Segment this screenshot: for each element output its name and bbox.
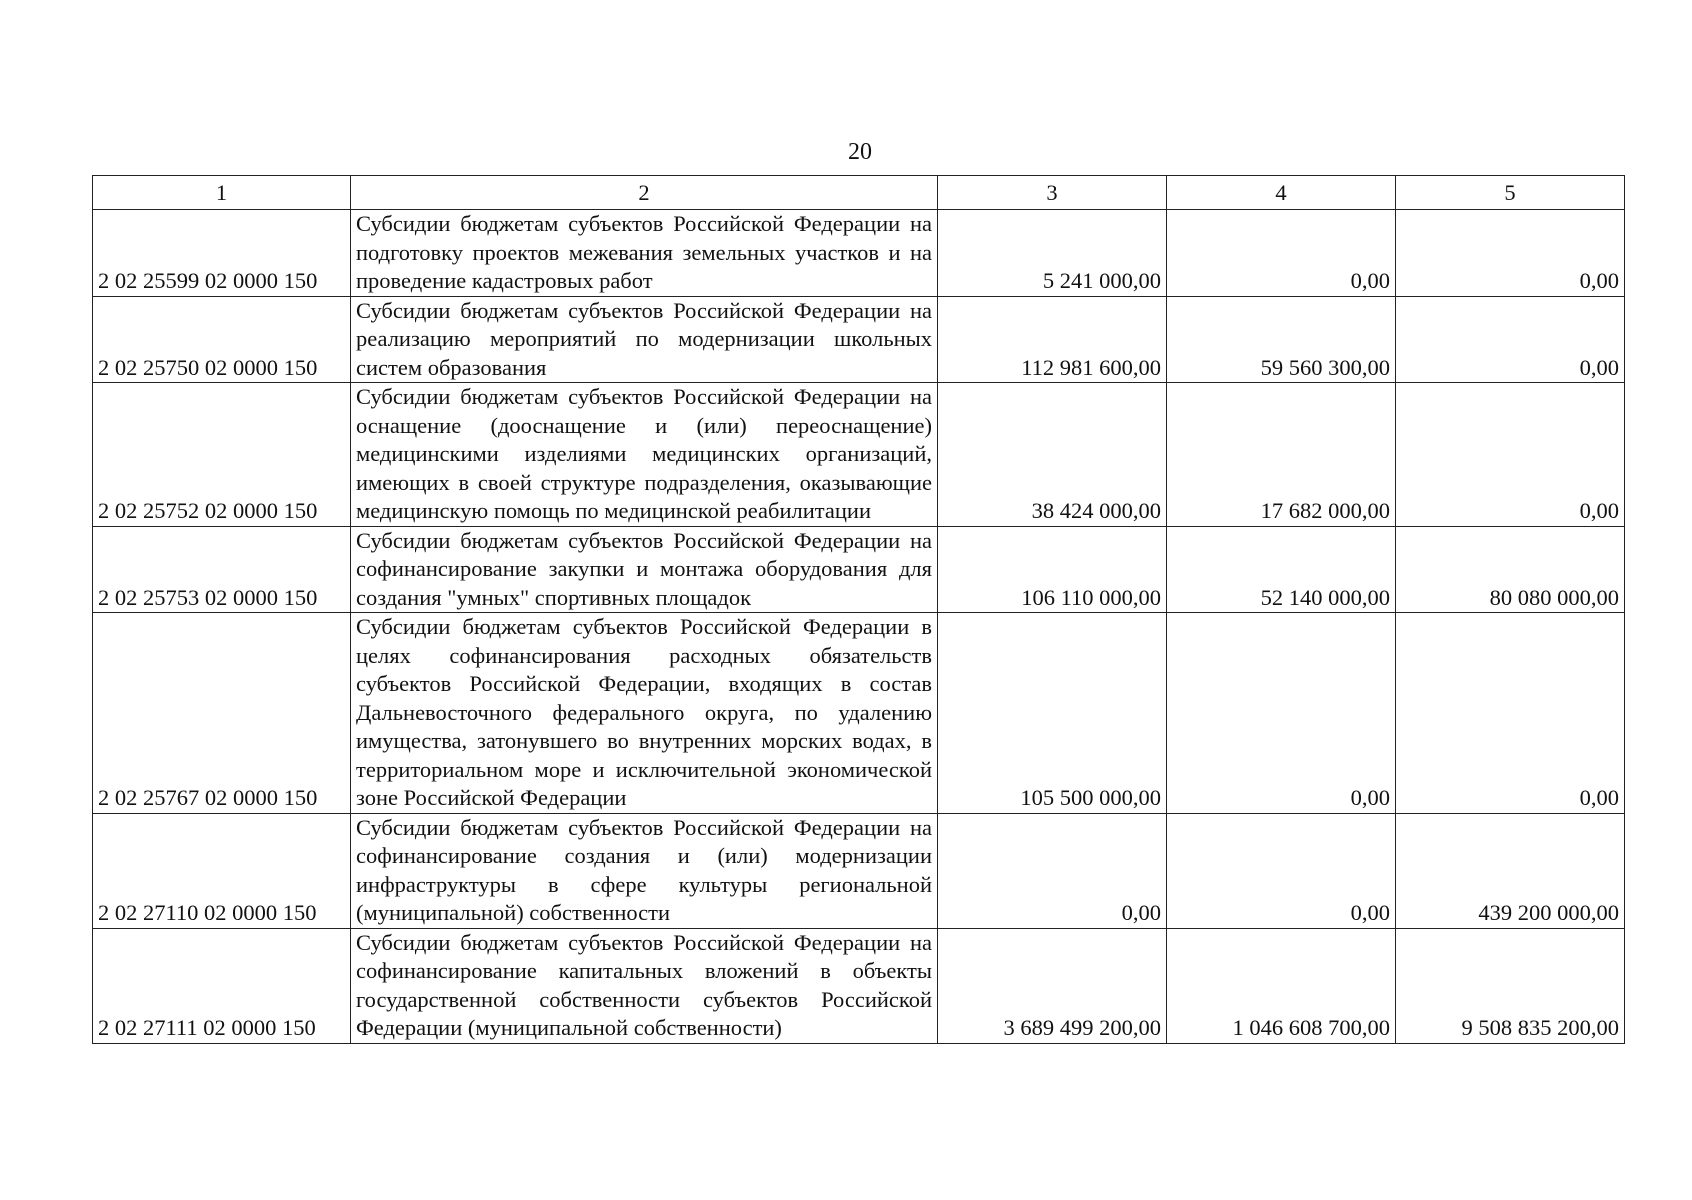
amount-col3: 5 241 000,00 [938, 210, 1167, 297]
table-row [93, 526, 1625, 613]
table-row [93, 296, 1625, 383]
budget-code: 2 02 25753 02 0000 150 [93, 526, 351, 613]
budget-code: 2 02 27110 02 0000 150 [93, 813, 351, 928]
table-row [93, 813, 1625, 928]
budget-code: 2 02 25767 02 0000 150 [93, 613, 351, 814]
amount-col5: 80 080 000,00 [1396, 526, 1625, 613]
amount-col3: 0,00 [938, 813, 1167, 928]
amount-col3: 106 110 000,00 [938, 526, 1167, 613]
amount-col4: 1 046 608 700,00 [1167, 928, 1396, 1043]
column-header-1: 1 [93, 176, 351, 210]
budget-code: 2 02 25752 02 0000 150 [93, 383, 351, 527]
row-description: Субсидии бюджетам субъектов Российской Федерации на софинансирование капитальных вложений в объекты государственной собственности субъектов Российской Федерации (муниципальной собственности) [351, 928, 938, 1043]
amount-col5: 0,00 [1396, 296, 1625, 383]
row-description: Субсидии бюджетам субъектов Российской Федерации на софинансирование создания и (или) модернизации инфраструктуры в сфере культуры региональной (муниципальной) собственности [351, 813, 938, 928]
amount-col3: 105 500 000,00 [938, 613, 1167, 814]
column-header-4: 4 [1167, 176, 1396, 210]
amount-col4: 17 682 000,00 [1167, 383, 1396, 527]
budget-code: 2 02 25599 02 0000 150 [93, 210, 351, 297]
amount-col5: 0,00 [1396, 613, 1625, 814]
row-description: Субсидии бюджетам субъектов Российской Федерации в целях софинансирования расходных обязательств субъектов Российской Федерации, входящих в состав Дальневосточного федерального округа, по удалению имущества, затонувшего во внутренних морских водах, в территориальном море и исключительной экономической зоне Российской Федерации [351, 613, 938, 814]
table-row [93, 383, 1625, 527]
column-header-3: 3 [938, 176, 1167, 210]
budget-code: 2 02 27111 02 0000 150 [93, 928, 351, 1043]
amount-col5: 439 200 000,00 [1396, 813, 1625, 928]
column-header-2: 2 [351, 176, 938, 210]
amount-col3: 38 424 000,00 [938, 383, 1167, 527]
row-description: Субсидии бюджетам субъектов Российской Федерации на реализацию мероприятий по модернизации школьных систем образования [351, 296, 938, 383]
amount-col4: 0,00 [1167, 613, 1396, 814]
row-description: Субсидии бюджетам субъектов Российской Федерации на софинансирование закупки и монтажа оборудования для создания "умных" спортивных площадок [351, 526, 938, 613]
amount-col4: 0,00 [1167, 813, 1396, 928]
amount-col5: 0,00 [1396, 383, 1625, 527]
table-row [93, 928, 1625, 1043]
amount-col4: 59 560 300,00 [1167, 296, 1396, 383]
row-description: Субсидии бюджетам субъектов Российской Федерации на оснащение (дооснащение и (или) переоснащение) медицинскими изделиями медицинских организаций, имеющих в своей структуре подразделения, оказывающие медицинскую помощь по медицинской реабилитации [351, 383, 938, 527]
table-row [93, 210, 1625, 297]
budget-code: 2 02 25750 02 0000 150 [93, 296, 351, 383]
amount-col3: 3 689 499 200,00 [938, 928, 1167, 1043]
page-number: 20 [848, 139, 872, 165]
column-header-5: 5 [1396, 176, 1625, 210]
amount-col5: 0,00 [1396, 210, 1625, 297]
amount-col5: 9 508 835 200,00 [1396, 928, 1625, 1043]
budget-table [92, 175, 1625, 1044]
amount-col4: 52 140 000,00 [1167, 526, 1396, 613]
row-description: Субсидии бюджетам субъектов Российской Федерации на подготовку проектов межевания земельных участков и на проведение кадастровых работ [351, 210, 938, 297]
table-header-row [93, 176, 1625, 210]
amount-col3: 112 981 600,00 [938, 296, 1167, 383]
table-row [93, 613, 1625, 814]
amount-col4: 0,00 [1167, 210, 1396, 297]
